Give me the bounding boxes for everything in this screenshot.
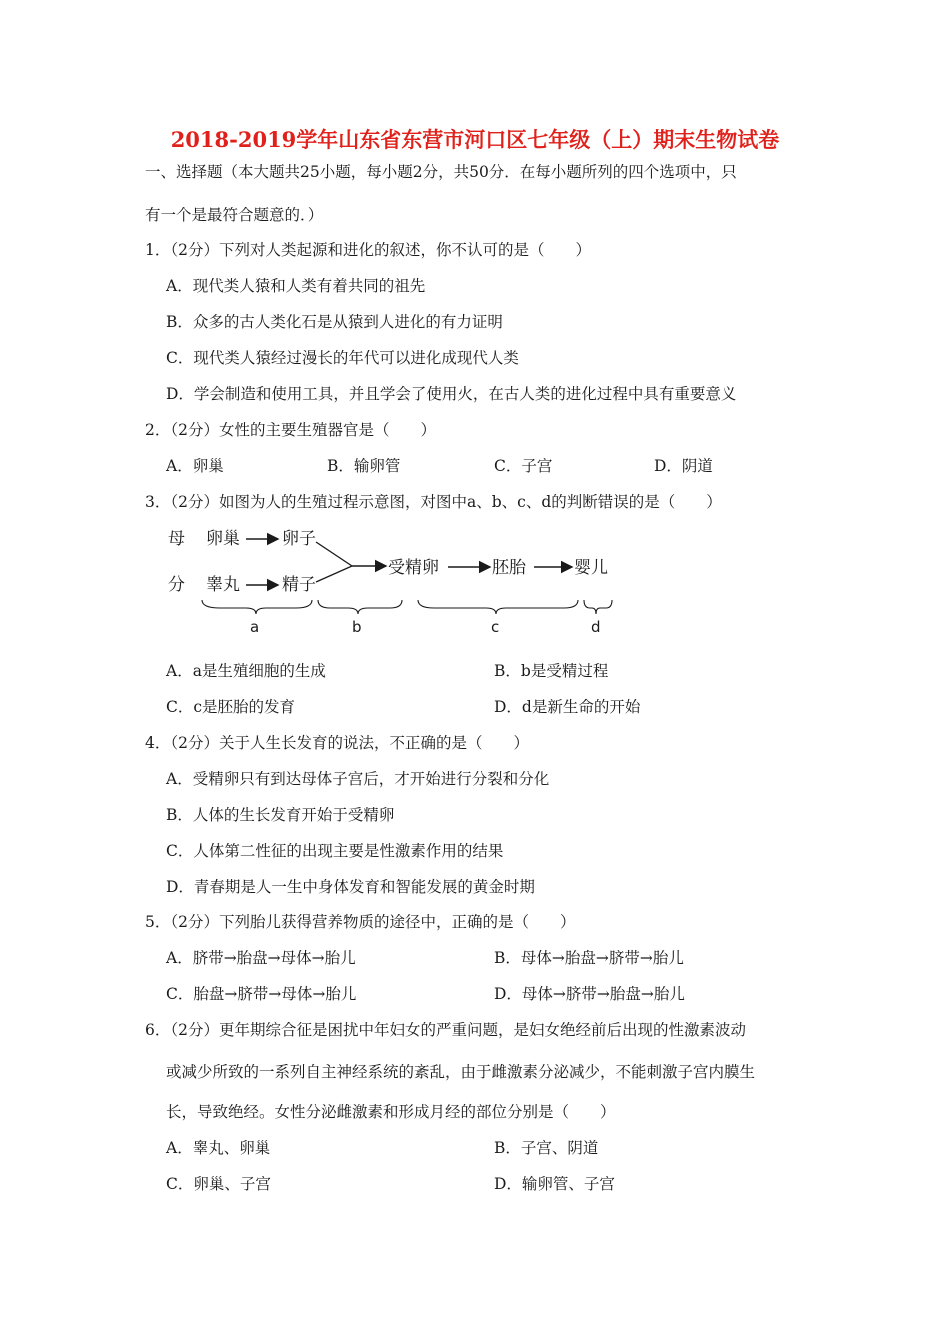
question-6-option-c: C．卵巢、子宫 (166, 1175, 271, 1193)
question-1-option-a: A．现代类人猿和人类有着共同的祖先 (166, 277, 426, 295)
diagram-node-testis: 睾丸 (206, 575, 240, 595)
question-2-option-c: C．子宫 (494, 457, 553, 475)
question-4-option-d: D．青春期是人一生中身体发育和智能发展的黄金时期 (166, 878, 535, 896)
question-5-option-a: A．脐带→胎盘→母体→胎儿 (166, 949, 356, 967)
exam-title: 2018-2019学年山东省东营市河口区七年级（上）期末生物试卷 (170, 127, 780, 152)
reproduction-diagram (160, 520, 630, 638)
question-2-option-d: D．阴道 (654, 457, 713, 475)
question-4-option-b: B．人体的生长发育开始于受精卵 (166, 806, 395, 824)
question-5-stem: 5．（2分）下列胎儿获得营养物质的途径中，正确的是（ ） (145, 913, 576, 931)
question-6-stem-line-2: 或减少所致的一系列自主神经系统的紊乱，由于雌激素分泌减少，不能刺激子宫内膜生 (166, 1063, 756, 1081)
section-heading-line-2: 有一个是最符合题意的．） (145, 206, 324, 224)
question-1-option-c: C．现代类人猿经过漫长的年代可以进化成现代人类 (166, 349, 519, 367)
question-6-option-a: A．睾丸、卵巢 (166, 1139, 271, 1157)
question-3-option-c: C．c是胚胎的发育 (166, 698, 296, 716)
diagram-node-baby: 婴儿 (574, 558, 608, 578)
question-6-stem-line-1: 6．（2分）更年期综合征是困扰中年妇女的严重问题，是妇女绝经前后出现的性激素波动 (145, 1021, 746, 1039)
brace-label-b: b (352, 618, 362, 636)
brace-a (202, 600, 312, 614)
question-3-option-d: D．d是新生命的开始 (494, 698, 641, 716)
question-3-stem: 3．（2分）如图为人的生殖过程示意图，对图中a、b、c、d的判断错误的是（ ） (145, 493, 722, 511)
question-4-option-c: C．人体第二性征的出现主要是性激素作用的结果 (166, 842, 504, 860)
question-2-stem: 2．（2分）女性的主要生殖器官是（ ） (145, 421, 436, 439)
diagram-node-ovary: 卵巢 (206, 529, 240, 549)
converge-line-egg (316, 542, 352, 566)
question-5-option-d: D．母体→脐带→胎盘→胎儿 (494, 985, 685, 1003)
brace-d (584, 600, 612, 614)
converge-line-sperm (316, 566, 352, 582)
question-6-option-d: D．输卵管、子宫 (494, 1175, 615, 1193)
brace-c (418, 600, 578, 614)
diagram-row-label-mother: 母 (168, 529, 185, 549)
question-1-option-d: D．学会制造和使用工具，并且学会了使用火，在古人类的进化过程中具有重要意义 (166, 385, 737, 403)
question-1-stem: 1．（2分）下列对人类起源和进化的叙述，你不认可的是（ ） (145, 241, 591, 259)
question-4-stem: 4．（2分）关于人生长发育的说法，不正确的是（ ） (145, 734, 529, 752)
diagram-node-zygote: 受精卵 (388, 558, 439, 578)
question-4-option-a: A．受精卵只有到达母体子宫后，才开始进行分裂和分化 (166, 770, 550, 788)
question-5-option-c: C．胎盘→脐带→母体→胎儿 (166, 985, 357, 1003)
section-heading-line-1: 一、选择题（本大题共25小题，每小题2分，共50分．在每小题所列的四个选项中，只 (145, 163, 737, 181)
diagram-node-sperm: 精子 (282, 575, 316, 595)
question-6-stem-line-3: 长，导致绝经。女性分泌雌激素和形成月经的部位分别是（ ） (166, 1103, 616, 1121)
question-2-option-b: B．输卵管 (327, 457, 401, 475)
brace-label-d: d (591, 618, 601, 636)
diagram-row-label-father: 分 (168, 575, 185, 595)
question-2-option-a: A．卵巢 (166, 457, 224, 475)
question-5-option-b: B．母体→胎盘→脐带→胎儿 (494, 949, 684, 967)
brace-label-a: a (250, 618, 260, 636)
question-3-option-b: B．b是受精过程 (494, 662, 609, 680)
diagram-node-embryo: 胚胎 (492, 558, 526, 578)
question-3-option-a: A．a是生殖细胞的生成 (166, 662, 326, 680)
diagram-node-egg: 卵子 (282, 529, 316, 549)
brace-label-c: c (491, 618, 500, 636)
brace-b (318, 600, 402, 614)
question-6-option-b: B．子宫、阴道 (494, 1139, 599, 1157)
question-1-option-b: B．众多的古人类化石是从猿到人进化的有力证明 (166, 313, 503, 331)
